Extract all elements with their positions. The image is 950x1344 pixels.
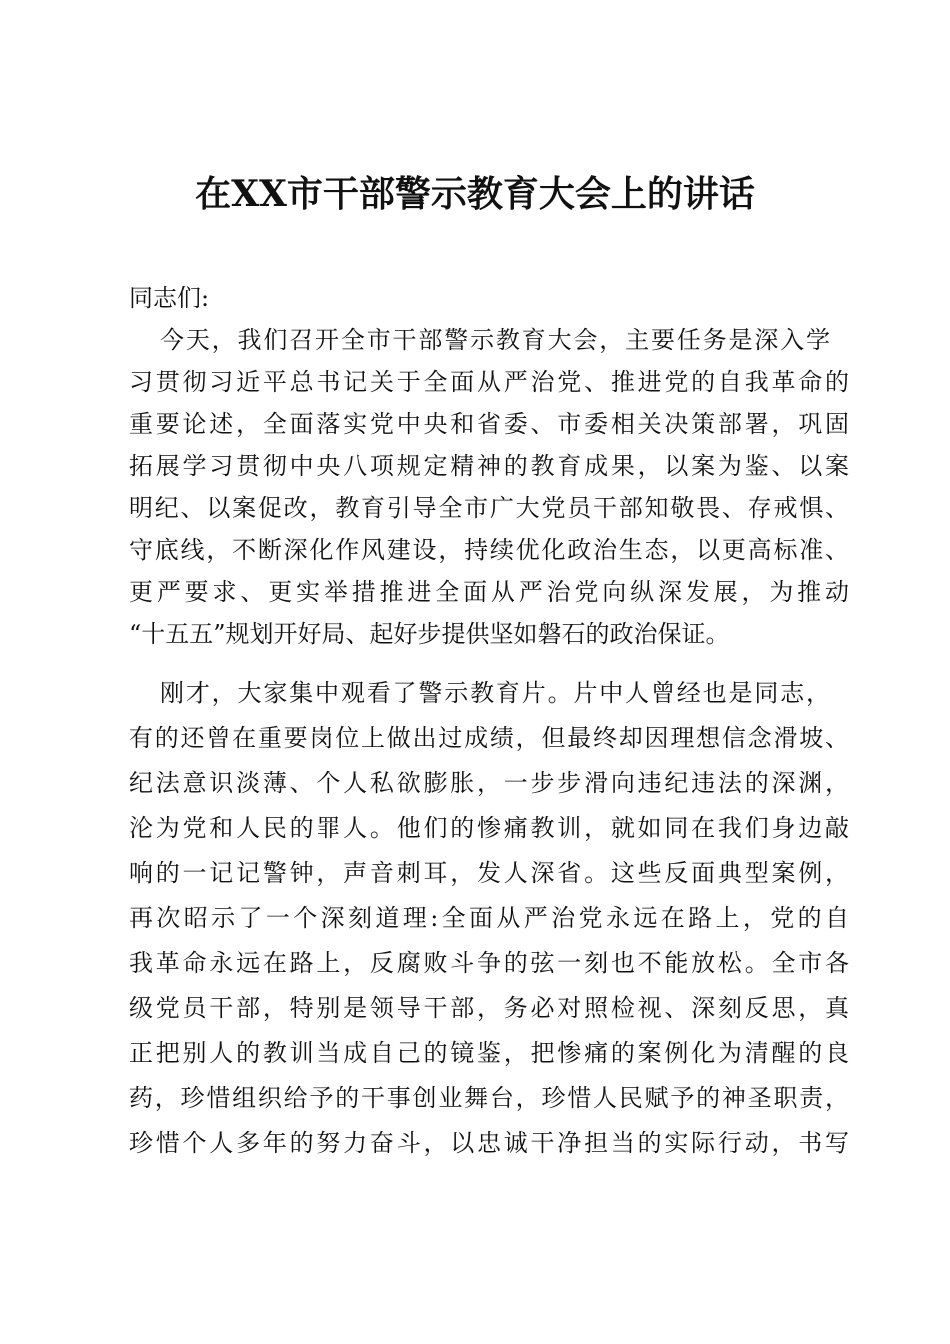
paragraph-2-line: 沦为党和人民的罪人。他们的惨痛教训，就如同在我们身边敲 xyxy=(129,814,849,842)
paragraph-1-line: 重要论述，全面落实党中央和省委、市委相关决策部署，巩固 xyxy=(129,410,849,438)
paragraph-1-line: 更严要求、更实举措推进全面从严治党向纵深发展，为推动 xyxy=(129,578,849,606)
paragraph-1-line: 拓展学习贯彻中央八项规定精神的教育成果，以案为鉴、以案 xyxy=(129,452,849,480)
paragraph-2-line: 纪法意识淡薄、个人私欲膨胀，一步步滑向违纪违法的深渊， xyxy=(129,769,849,797)
paragraph-2-line: 刚才，大家集中观看了警示教育片。片中人曾经也是同志， xyxy=(160,679,830,707)
paragraph-2-line: 响的一记记警钟，声音刺耳，发人深省。这些反面典型案例， xyxy=(129,859,849,887)
paragraph-2-line: 我革命永远在路上，反腐败斗争的弦一刻也不能放松。全市各 xyxy=(129,949,849,977)
paragraph-1-line: 今天，我们召开全市干部警示教育大会，主要任务是深入学 xyxy=(160,326,830,354)
paragraph-2-line: 级党员干部，特别是领导干部，务必对照检视、深刻反思，真 xyxy=(129,994,849,1022)
paragraph-2-line: 有的还曾在重要岗位上做出过成绩，但最终却因理想信念滑坡、 xyxy=(129,724,849,752)
paragraph-1-line: 习贯彻习近平总书记关于全面从严治党、推进党的自我革命的 xyxy=(129,368,849,396)
paragraph-2-line: 再次昭示了一个深刻道理:全面从严治党永远在路上，党的自 xyxy=(129,904,849,932)
paragraph-1-line: “十五五”规划开好局、起好步提供坚如磐石的政治保证。 xyxy=(129,620,730,648)
paragraph-2-line: 正把别人的教训当成自己的镜鉴，把惨痛的案例化为清醒的良 xyxy=(129,1039,849,1067)
paragraph-2-line: 珍惜个人多年的努力奋斗，以忠诚干净担当的实际行动，书写 xyxy=(129,1129,849,1157)
salutation: 同志们: xyxy=(129,284,210,312)
paragraph-1-line: 守底线，不断深化作风建设，持续优化政治生态，以更高标准、 xyxy=(129,536,849,564)
paragraph-1-line: 明纪、以案促改，教育引导全市广大党员干部知敬畏、存戒惧、 xyxy=(129,494,849,522)
paragraph-2-line: 药，珍惜组织给予的干事创业舞台，珍惜人民赋予的神圣职责， xyxy=(129,1084,849,1112)
page-title: 在XX市干部警示教育大会上的讲话 xyxy=(195,173,755,215)
